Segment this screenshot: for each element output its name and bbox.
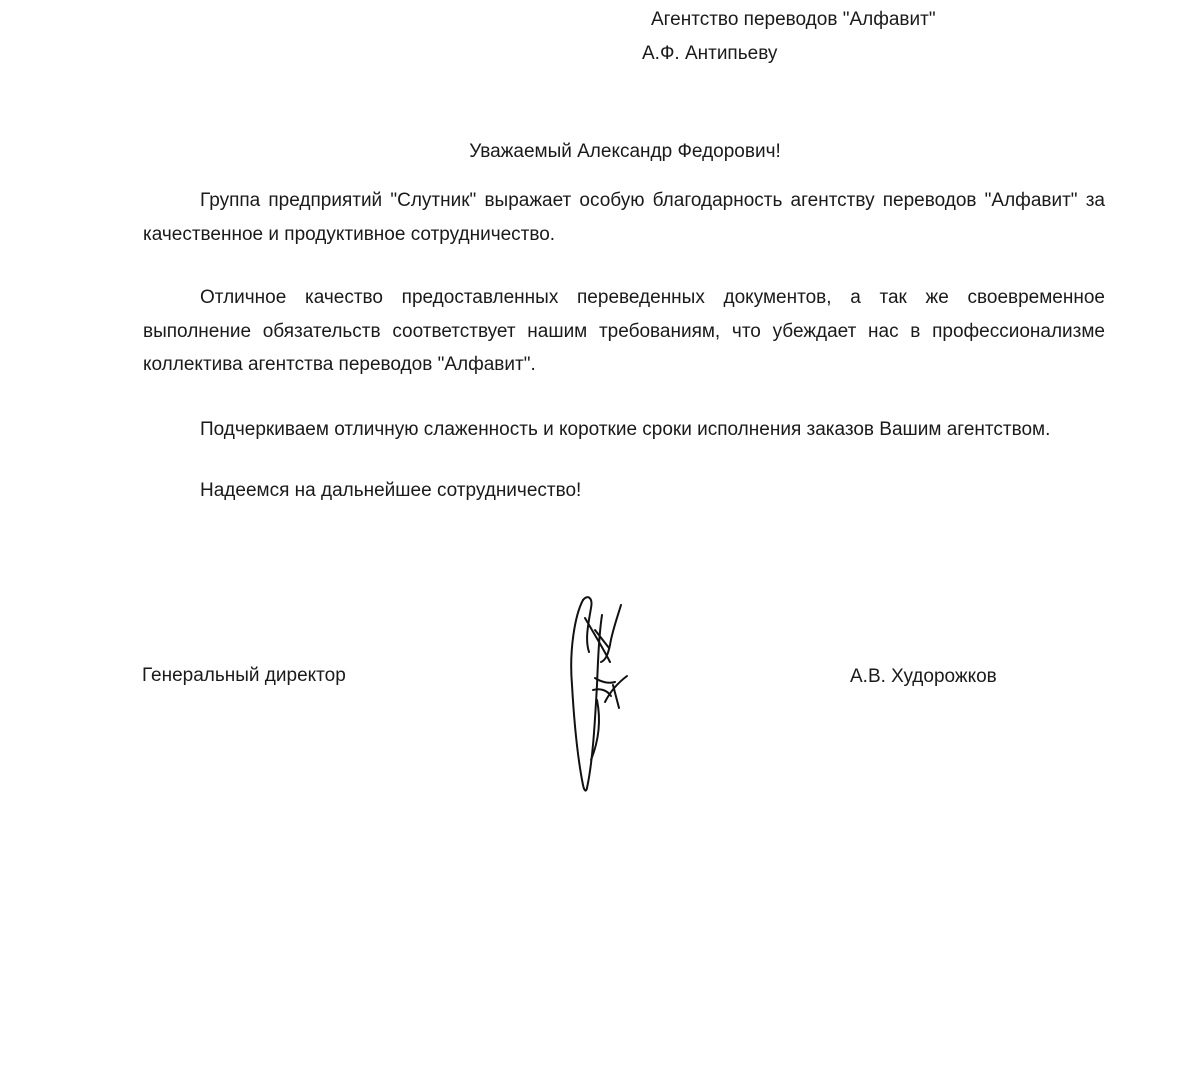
salutation: Уважаемый Александр Федорович!	[469, 141, 781, 162]
addressee-recipient: А.Ф. Антипьеву	[642, 43, 778, 64]
handwritten-signature	[555, 590, 655, 800]
paragraph-coherence: Подчеркиваем отличную слаженность и короткие сроки исполнения заказов Вашим агентством.	[200, 419, 1051, 440]
paragraph-quality: Отличное качество предоставленных переведенных документов, а так же своевременное выполнение обязательств соответствует нашим требованиям, что убеждает нас в профессионализме коллектива агентства переводов "Алфавит".	[143, 287, 1105, 375]
paragraph-closing: Надеемся на дальнейшее сотрудничество!	[200, 480, 582, 501]
addressee-organization: Агентство переводов "Алфавит"	[651, 9, 936, 30]
addressee-block	[642, 3, 936, 71]
paragraph-gratitude: Группа предприятий "Слутник" выражает особую благодарность агентству переводов "Алфавит" за качественное и продуктивное сотрудничество.	[143, 190, 1105, 245]
signatory-title: Генеральный директор	[142, 665, 346, 686]
signatory-name: А.В. Худорожков	[850, 666, 997, 687]
